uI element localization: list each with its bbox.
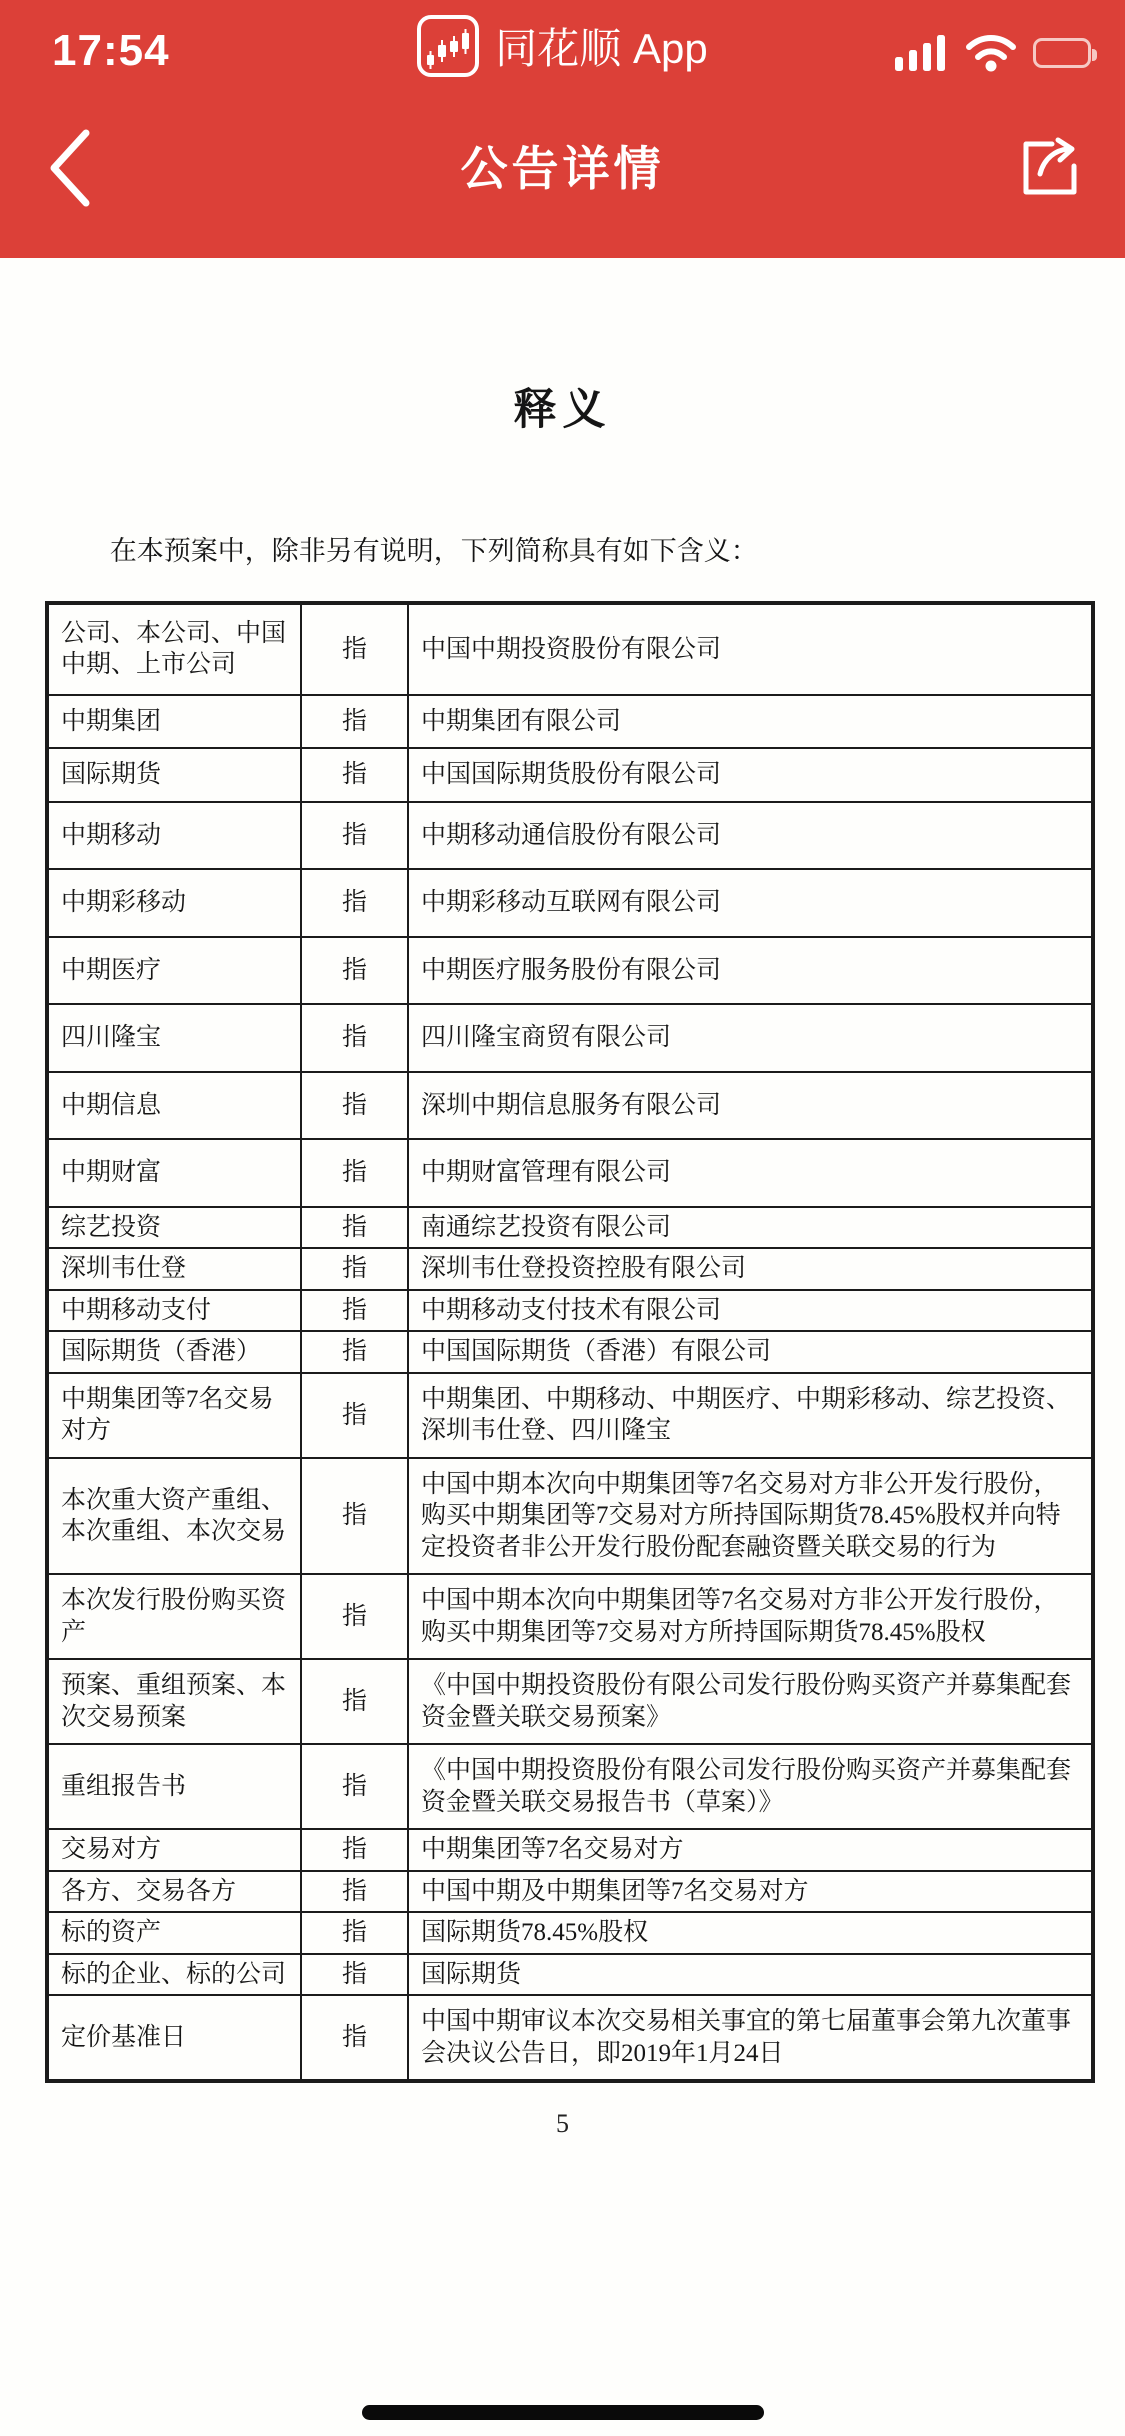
- status-bar: [0, 0, 1125, 100]
- status-icons: [895, 34, 1091, 72]
- indicator-cell: 指: [301, 802, 408, 870]
- table-row: [47, 1072, 1093, 1140]
- term-cell: 预案、重组预案、本次交易预案: [47, 1659, 301, 1744]
- share-button[interactable]: [1009, 122, 1089, 212]
- indicator-cell: 指: [301, 695, 408, 749]
- battery-icon: [1033, 38, 1091, 68]
- indicator-cell: 指: [301, 1373, 408, 1458]
- term-cell: 标的企业、标的公司: [47, 1954, 301, 1996]
- definition-cell: 中国中期本次向中期集团等7名交易对方非公开发行股份，购买中期集团等7交易对方所持国际期货78.45%股权: [408, 1574, 1093, 1659]
- definition-cell: 中期医疗服务股份有限公司: [408, 937, 1093, 1005]
- table-row: [47, 1829, 1093, 1871]
- indicator-cell: 指: [301, 1290, 408, 1332]
- term-cell: 标的资产: [47, 1912, 301, 1954]
- definition-cell: 中期移动通信股份有限公司: [408, 802, 1093, 870]
- indicator-cell: 指: [301, 869, 408, 937]
- indicator-cell: 指: [301, 1829, 408, 1871]
- indicator-cell: 指: [301, 1659, 408, 1744]
- table-row: [47, 695, 1093, 749]
- table-row: [47, 1331, 1093, 1373]
- document-heading: 释义: [513, 387, 612, 434]
- table-row: [47, 1744, 1093, 1829]
- app-header: [0, 0, 1125, 258]
- table-row: [47, 603, 1093, 695]
- definition-cell: 中期彩移动互联网有限公司: [408, 869, 1093, 937]
- definition-cell: 中国中期审议本次交易相关事宜的第七届董事会第九次董事会决议公告日，即2019年1月24日: [408, 1995, 1093, 2081]
- battery-nub: [1092, 49, 1097, 61]
- table-row: [47, 1207, 1093, 1249]
- table-row: [47, 748, 1093, 802]
- indicator-cell: 指: [301, 1139, 408, 1207]
- term-cell: 各方、交易各方: [47, 1871, 301, 1913]
- definition-cell: 中国中期投资股份有限公司: [408, 603, 1093, 695]
- term-cell: 中期集团等7名交易对方: [47, 1373, 301, 1458]
- definition-cell: 深圳中期信息服务有限公司: [408, 1072, 1093, 1140]
- app-logo-icon: [417, 15, 479, 77]
- term-cell: 中期移动: [47, 802, 301, 870]
- term-cell: 中期集团: [47, 695, 301, 749]
- page-title: 公告详情: [460, 142, 665, 195]
- term-cell: 中期医疗: [47, 937, 301, 1005]
- term-cell: 中期财富: [47, 1139, 301, 1207]
- definition-cell: 中期集团有限公司: [408, 695, 1093, 749]
- indicator-cell: 指: [301, 1954, 408, 1996]
- wifi-icon: [965, 34, 1017, 72]
- term-cell: 本次重大资产重组、本次重组、本次交易: [47, 1458, 301, 1575]
- definitions-table: [45, 601, 1095, 2084]
- table-row: [47, 1995, 1093, 2081]
- term-cell: 定价基准日: [47, 1995, 301, 2081]
- definition-cell: 深圳韦仕登投资控股有限公司: [408, 1248, 1093, 1290]
- term-cell: 深圳韦仕登: [47, 1248, 301, 1290]
- definition-cell: 中期财富管理有限公司: [408, 1139, 1093, 1207]
- table-row: [47, 1912, 1093, 1954]
- cellular-signal-icon: [895, 35, 949, 71]
- table-row: [47, 1659, 1093, 1744]
- definition-cell: 中国中期本次向中期集团等7名交易对方非公开发行股份，购买中期集团等7交易对方所持国际期货78.45%股权并向特定投资者非公开发行股份配套融资暨关联交易的行为: [408, 1458, 1093, 1575]
- table-row: [47, 1954, 1093, 1996]
- term-cell: 重组报告书: [47, 1744, 301, 1829]
- definition-cell: 四川隆宝商贸有限公司: [408, 1004, 1093, 1072]
- indicator-cell: 指: [301, 603, 408, 695]
- term-cell: 国际期货（香港）: [47, 1331, 301, 1373]
- indicator-cell: 指: [301, 1331, 408, 1373]
- definition-cell: 中国中期及中期集团等7名交易对方: [408, 1871, 1093, 1913]
- table-row: [47, 1574, 1093, 1659]
- indicator-cell: 指: [301, 1207, 408, 1249]
- definition-cell: 南通综艺投资有限公司: [408, 1207, 1093, 1249]
- app-name-label: 同花顺 App: [495, 25, 708, 72]
- definition-cell: 中国国际期货股份有限公司: [408, 748, 1093, 802]
- table-row: [47, 1458, 1093, 1575]
- definition-cell: 中期集团、中期移动、中期医疗、中期彩移动、综艺投资、深圳韦仕登、四川隆宝: [408, 1373, 1093, 1458]
- document-intro: 在本预案中，除非另有说明，下列简称具有如下含义：: [109, 536, 758, 566]
- indicator-cell: 指: [301, 1912, 408, 1954]
- indicator-cell: 指: [301, 1004, 408, 1072]
- definition-cell: 国际期货78.45%股权: [408, 1912, 1093, 1954]
- indicator-cell: 指: [301, 1871, 408, 1913]
- table-row: [47, 1871, 1093, 1913]
- table-row: [47, 1290, 1093, 1332]
- term-cell: 中期彩移动: [47, 869, 301, 937]
- term-cell: 中期信息: [47, 1072, 301, 1140]
- table-row: [47, 802, 1093, 870]
- indicator-cell: 指: [301, 1248, 408, 1290]
- indicator-cell: 指: [301, 1072, 408, 1140]
- table-row: [47, 869, 1093, 937]
- term-cell: 国际期货: [47, 748, 301, 802]
- definition-cell: 中期集团等7名交易对方: [408, 1829, 1093, 1871]
- definition-cell: 《中国中期投资股份有限公司发行股份购买资产并募集配套资金暨关联交易报告书（草案）》: [408, 1744, 1093, 1829]
- term-cell: 本次发行股份购买资产: [47, 1574, 301, 1659]
- indicator-cell: 指: [301, 1458, 408, 1575]
- indicator-cell: 指: [301, 748, 408, 802]
- table-row: [47, 1139, 1093, 1207]
- indicator-cell: 指: [301, 1744, 408, 1829]
- definition-cell: 中国国际期货（香港）有限公司: [408, 1331, 1093, 1373]
- status-time: 17:54: [52, 26, 170, 75]
- page-number: 5: [556, 2109, 569, 2139]
- indicator-cell: 指: [301, 937, 408, 1005]
- table-row: [47, 937, 1093, 1005]
- table-row: [47, 1248, 1093, 1290]
- definition-cell: 国际期货: [408, 1954, 1093, 1996]
- term-cell: 四川隆宝: [47, 1004, 301, 1072]
- table-row: [47, 1373, 1093, 1458]
- term-cell: 综艺投资: [47, 1207, 301, 1249]
- definition-cell: 《中国中期投资股份有限公司发行股份购买资产并募集配套资金暨关联交易预案》: [408, 1659, 1093, 1744]
- nav-bar: [0, 100, 1125, 258]
- term-cell: 中期移动支付: [47, 1290, 301, 1332]
- term-cell: 交易对方: [47, 1829, 301, 1871]
- share-export-icon: [1018, 136, 1080, 198]
- indicator-cell: 指: [301, 1995, 408, 2081]
- document-view[interactable]: [0, 258, 1125, 2436]
- term-cell: 公司、本公司、中国中期、上市公司: [47, 603, 301, 695]
- table-row: [47, 1004, 1093, 1072]
- definition-cell: 中期移动支付技术有限公司: [408, 1290, 1093, 1332]
- home-indicator[interactable]: [362, 2405, 764, 2420]
- indicator-cell: 指: [301, 1574, 408, 1659]
